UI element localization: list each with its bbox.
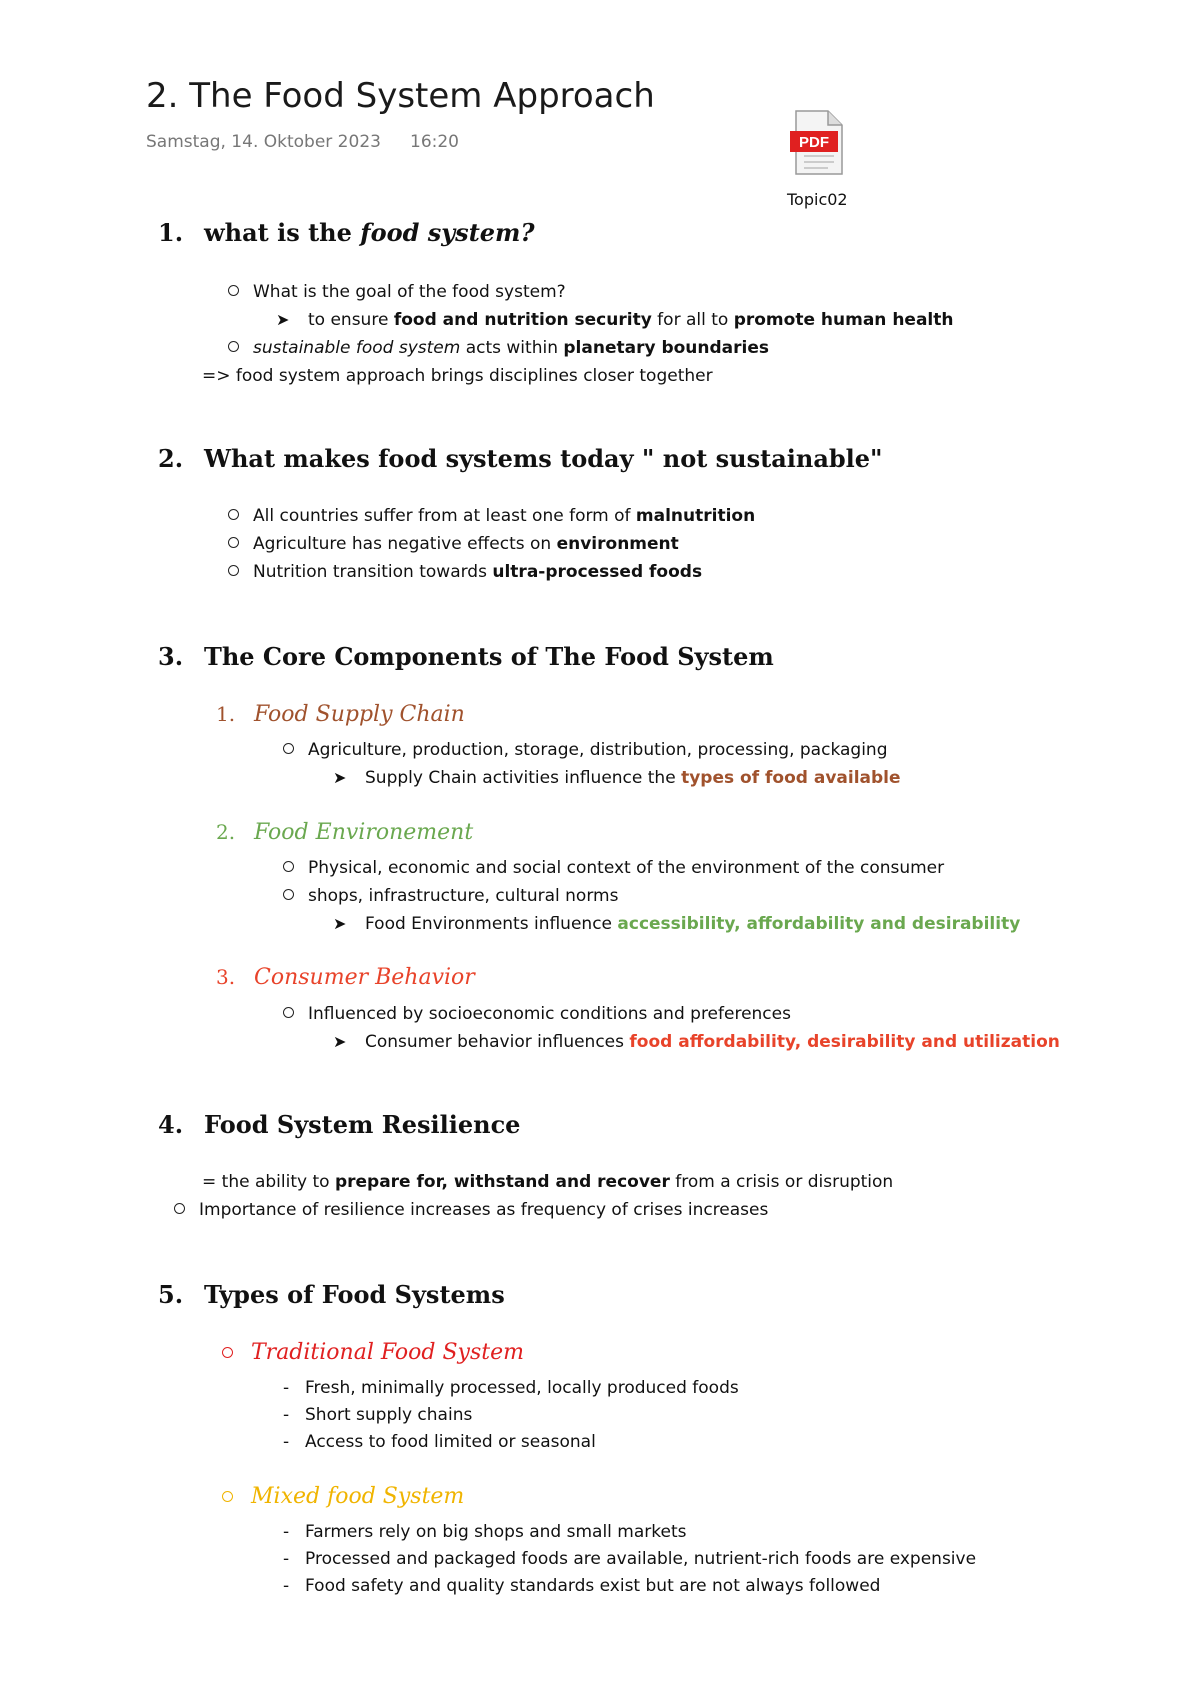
section-5-heading: 5. Types of Food Systems [158,1280,505,1309]
s1-arrow-goal-answer: ➤ to ensure food and nutrition security for all to promote human health [276,310,954,330]
s1-bullet-goal: What is the goal of the food system? [228,282,566,302]
supply-chain-arrow: ➤ Supply Chain activities influence the types of food available [333,768,901,788]
resilience-definition: = the ability to prepare for, withstand and recover from a crisis or disruption [202,1172,894,1192]
traditional-system-heading: Traditional Food System [222,1340,524,1365]
section-3-heading: 3. The Core Components of The Food System [158,642,774,671]
traditional-item: - Short supply chains [283,1405,473,1425]
page-title: 2. The Food System Approach [146,76,655,116]
traditional-item: - Access to food limited or seasonal [283,1432,596,1452]
traditional-item: - Fresh, minimally processed, locally produced foods [283,1378,739,1398]
consumer-bullet: Influenced by socioeconomic conditions and preferences [283,1004,791,1024]
pdf-file-icon[interactable] [790,110,844,176]
s2-bullet-malnutrition: All countries suffer from at least one form of malnutrition [228,506,755,526]
mixed-item: - Food safety and quality standards exist but are not always followed [283,1576,881,1596]
environment-bullet-shops: shops, infrastructure, cultural norms [283,886,618,906]
page-time: 16:20 [410,132,459,152]
section-2-heading: 2. What makes food systems today " not sustainable" [158,444,883,473]
section-1-heading: 1. what is the food system? [158,218,535,247]
arrow-bullet-icon: ➤ [276,310,290,329]
mixed-system-heading: Mixed food System [222,1484,464,1509]
s1-note: => food system approach brings disciplines closer together [202,366,713,386]
pdf-badge-text: PDF [799,134,829,151]
consumer-arrow: ➤ Consumer behavior influences food affordability, desirability and utilization [333,1032,1060,1052]
environment-bullet-context: Physical, economic and social context of the environment of the consumer [283,858,944,878]
mixed-item: - Farmers rely on big shops and small markets [283,1522,687,1542]
component-environment-heading: 2. Food Environement [216,820,474,845]
s2-bullet-environment: Agriculture has negative effects on environment [228,534,679,554]
component-consumer-heading: 3. Consumer Behavior [216,965,475,990]
s1-bullet-sustainable: sustainable food system acts within planetary boundaries [228,338,769,358]
component-supply-chain-heading: 1. Food Supply Chain [216,702,465,727]
s2-bullet-nutrition: Nutrition transition towards ultra-processed foods [228,562,702,582]
mixed-item: - Processed and packaged foods are available, nutrient-rich foods are expensive [283,1549,977,1569]
supply-chain-bullet: Agriculture, production, storage, distribution, processing, packaging [283,740,888,760]
section-4-heading: 4. Food System Resilience [158,1110,521,1139]
attachment-label[interactable]: Topic02 [787,190,848,209]
environment-arrow: ➤ Food Environments influence accessibility, affordability and desirability [333,914,1021,934]
resilience-bullet: Importance of resilience increases as frequency of crises increases [174,1200,768,1220]
page-date: Samstag, 14. Oktober 2023 [146,132,381,152]
